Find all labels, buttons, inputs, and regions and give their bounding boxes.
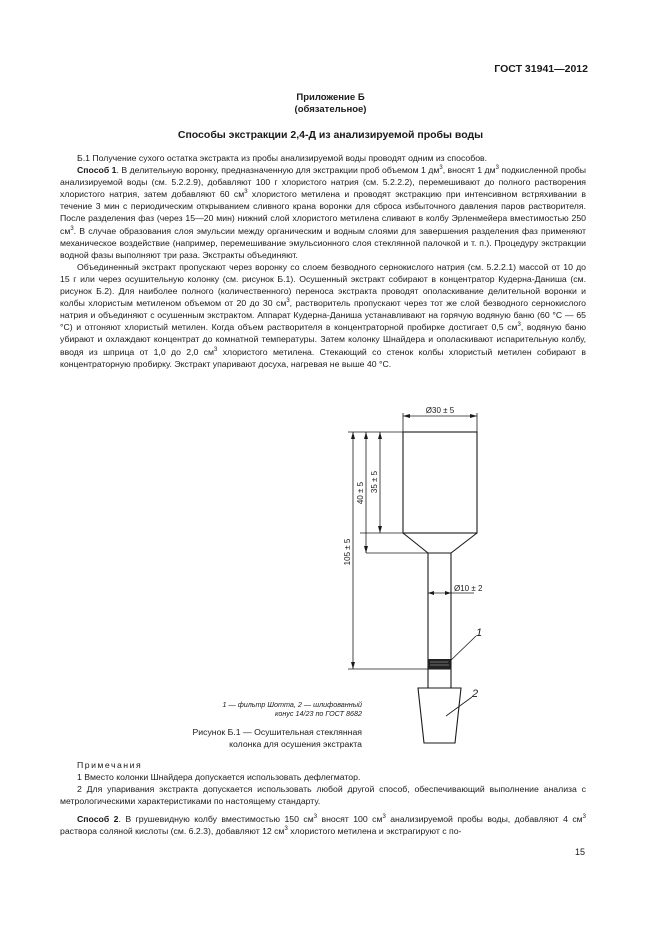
method-2-text: Способ 2. В грушевидную колбу вместимостью 150 $см^3$ вносят 100 $см^3$ анализируемой пробы воды, добавляют 4 $см^3$ раствора соляной кислоты (см. 6.2.3), добавляют 12 $см^3$ хлористого метилена и экстрагируют с по- (60, 814, 586, 836)
label-2: 2 (472, 688, 479, 700)
dim-diameter-top: Ø30 ± 5 (425, 406, 455, 415)
method-1-label: Способ 1 (77, 165, 117, 176)
appendix-title: Приложение Б (296, 92, 365, 103)
section-title: Способы экстракции 2,4-Д из анализируемой пробы воды (177, 129, 484, 141)
dim-height-35: 35 ± 5 (370, 470, 379, 494)
method-2-label: Способ 2 (77, 814, 119, 824)
paragraph-b1: Б.1 Получение сухого остатка экстракта из пробы анализируемой воды проводят одним из способов. (77, 153, 488, 163)
note-1: 1 Вместо колонки Шнайдера допускается использовать дефлегматор. (77, 772, 361, 782)
note-2: 2 Для упаривания экстракта допускается использовать любой другой способ, обеспечивающий выполнение анализа с метрологическими характеристиками по настоящему стандарту. (60, 784, 586, 806)
notes (60, 771, 586, 807)
document-code: ГОСТ 31941—2012 (494, 63, 588, 75)
column-cone (403, 533, 477, 553)
dim-height-40: 40 ± 5 (356, 481, 365, 505)
figure-legend: 1 — фильтр Шотта, 2 — шлифованный конус 14/23 по ГОСТ 8682 (222, 700, 362, 718)
page-number: 15 (574, 847, 585, 857)
dim-diameter-tube: Ø10 ± 2 (454, 584, 483, 593)
ground-cone (418, 688, 461, 743)
notes-heading: Примечания (77, 760, 143, 770)
paragraph-combined-extract: Объединенный экстракт пропускают через воронку со слоем безводного сернокислого натрия (см. 5.2.2.1) массой от 10 до 15 г или через осушительную колонку (см. рисунок Б.1). Осушенный экстракт собирают в концентратор Кудерна-Даниша (см. рисунок Б.2). Для наиболее полного (количественного) переноса экстракта проводят ополаскивание делительной воронки и колбы хлористым метиленом объемом от 20 до 30 $см^3$, растворитель пропускают через тот же слой безводного сернокислого натрия и объединяют с осушенным экстрактом. Аппарат Кудерна-Даниша устанавливают на горячую водяную баню (60 °С — 65 °С) и отгоняют хлористый метилен. Когда объем растворителя в концентраторной пробирке достигает 0,5 $см^3$, водяную баню убирают и охлаждают концентрат до комнатной температуры. Затем колонку Шнайдера и ополаскивают испарительную колбу, вводя из шприца от 1,0 до 2,0 $см^3$ хлористого метилена. Стекающий со стенок колбы хлористый метилен собирают в концентраторную пробирку. Экстракт упаривают досуха, нагревая не выше 40 °С. (60, 261, 587, 369)
column-reservoir (403, 432, 477, 533)
label-1: 1 (476, 627, 483, 639)
figure-caption: Рисунок Б.1 — Осушительная стеклянная колонка для осушения экстракта (192, 727, 362, 749)
appendix-subtitle: (обязательное) (294, 104, 367, 115)
dim-height-total: 105 ± 5 (343, 538, 352, 566)
paragraph-method-1: Способ 1. В делительную воронку, предназначенную для экстракции проб объемом 1 $дм^3$, вносят 1 $дм^3$ подкисленной пробы анализируемой воды (см. 5.2.2.9), добавляют 100 г хлористого натрия (см. 5.2.2.2), перемешивают до полного растворения хлористого натрия, затем добавляют 60 $см^3$ хлористого метилена и проводят экстракцию при интенсивном встряхивании в течение 3 мин с периодическим открыванием сливного крана воронки для сброса избыточного давления паров растворителя. После разделения фаз (через 15—20 мин) нижний слой хлористого метилена сливают в колбу Эрленмейера вместимостью 250 $см^3$. В случае образования слоя эмульсии между органическим и водным слоями для завершения разделения фаз применяют механическое воздействие (например, перемешивание эмульсионного слоя стеклянной палочкой и т. п.). Процедуру экстракции водной фазы выполняют три раза. Экстракты объединяют. (60, 165, 586, 260)
